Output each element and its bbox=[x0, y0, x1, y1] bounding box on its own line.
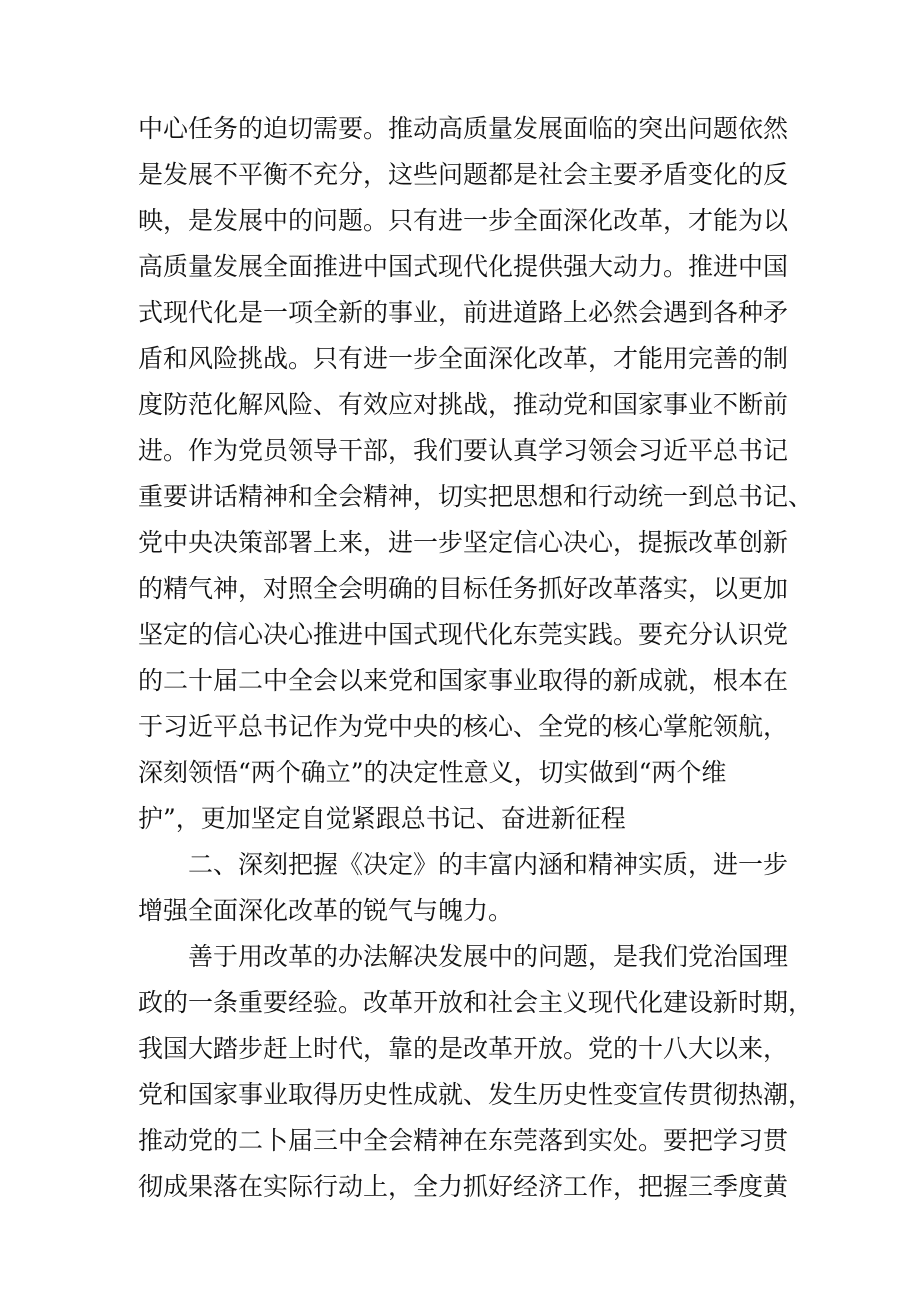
text-line: 推动党的二卜届三中全会精神在东莞落到实处。要把学习贯 bbox=[138, 1126, 789, 1155]
text-line: 的二十届二中全会以来党和国家事业取得的新成就，根本在 bbox=[138, 666, 789, 695]
document-body bbox=[138, 106, 814, 1210]
text-line: 于习近平总书记作为党中央的核心、全党的核心掌舵领航， bbox=[138, 712, 789, 741]
text-line: 善于用改革的办法解决发展中的问题，是我们党治国理 bbox=[138, 942, 789, 971]
text-line: 重要讲话精神和全会精神，切实把思想和行动统一到总书记、 bbox=[138, 482, 814, 511]
text-line: 映，是发展中的问题。只有进一步全面深化改革，才能为以 bbox=[138, 206, 789, 235]
text-line: 盾和风险挑战。只有进一步全面深化改革，才能用完善的制 bbox=[138, 344, 789, 373]
text-line: 政的一条重要经验。改革开放和社会主义现代化建设新时期， bbox=[138, 988, 814, 1017]
text-line: 彻成果落在实际行动上，全力抓好经济工作，把握三季度黄 bbox=[138, 1172, 789, 1201]
text-line: 坚定的信心决心推进中国式现代化东莞实践。要充分认识党 bbox=[138, 620, 789, 649]
text-line: 党和国家事业取得历史性成就、发生历史性变宣传贯彻热潮， bbox=[138, 1080, 814, 1109]
text-line: 中心任务的迫切需要。推动高质量发展面临的突出问题依然 bbox=[138, 114, 789, 143]
text-line: 度防范化解风险、有效应对挑战，推动党和国家事业不断前 bbox=[138, 390, 789, 419]
text-line: 高质量发展全面推进中国式现代化提供强大动力。推进中国 bbox=[138, 252, 789, 281]
section-heading-line: 二、深刻把握《决定》的丰富内涵和精神实质，进一步 bbox=[138, 850, 789, 879]
text-line: 深刻领悟“两个确立”的决定性意义，切实做到“两个维 bbox=[138, 758, 727, 787]
text-line: 是发展不平衡不充分，这些问题都是社会主要矛盾变化的反 bbox=[138, 160, 789, 189]
text-line: 式现代化是一项全新的事业，前进道路上必然会遇到各种矛 bbox=[138, 298, 789, 327]
text-line: 护”，更加坚定自觉紧跟总书记、奋进新征程 bbox=[138, 804, 626, 833]
text-line: 的精气神，对照全会明确的目标任务抓好改革落实，以更加 bbox=[138, 574, 789, 603]
text-line: 进。作为党员领导干部，我们要认真学习领会习近平总书记 bbox=[138, 436, 789, 465]
text-line: 党中央决策部署上来，进一步坚定信心决心，提振改革创新 bbox=[138, 528, 789, 557]
text-line: 我国大踏步赶上时代，靠的是改革开放。党的十八大以来， bbox=[138, 1034, 789, 1063]
section-heading-line: 增强全面深化改革的锐气与魄力。 bbox=[138, 896, 514, 925]
